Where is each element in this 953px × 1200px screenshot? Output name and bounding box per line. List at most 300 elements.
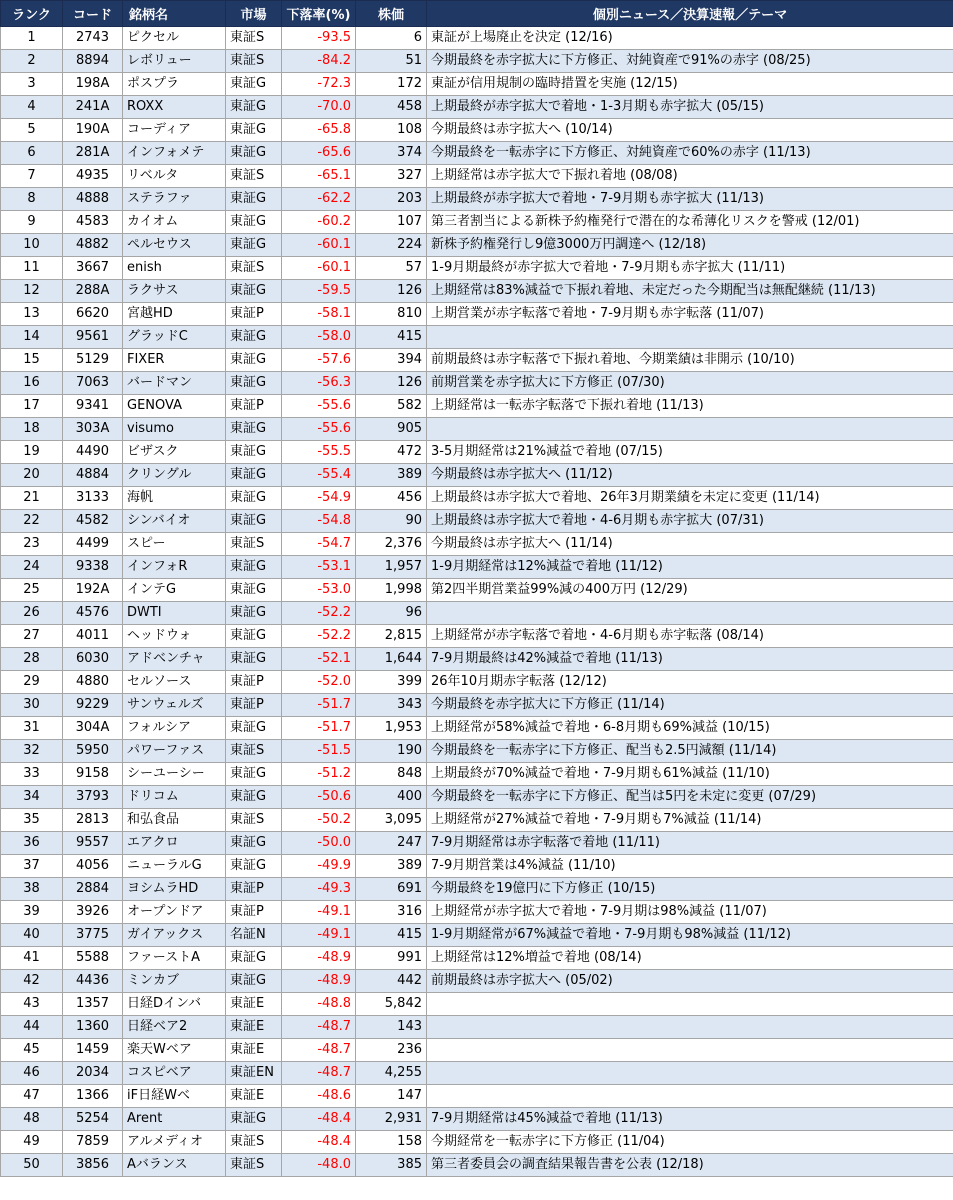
- price-cell: 1,957: [356, 556, 427, 579]
- rank-cell: 45: [1, 1039, 63, 1062]
- market-cell: 東証P: [226, 671, 282, 694]
- stock-name-cell: コスピベア: [123, 1062, 226, 1085]
- price-cell: 389: [356, 855, 427, 878]
- price-cell: 385: [356, 1154, 427, 1177]
- drop-rate-cell: -72.3: [282, 73, 356, 96]
- code-cell: 4490: [63, 441, 123, 464]
- code-cell: 5254: [63, 1108, 123, 1131]
- table-row: [1, 878, 953, 901]
- market-cell: 東証G: [226, 510, 282, 533]
- market-cell: 東証S: [226, 740, 282, 763]
- rank-cell: 42: [1, 970, 63, 993]
- market-cell: 東証G: [226, 786, 282, 809]
- drop-rate-cell: -54.7: [282, 533, 356, 556]
- drop-rate-cell: -50.0: [282, 832, 356, 855]
- code-cell: 3926: [63, 901, 123, 924]
- rank-cell: 35: [1, 809, 63, 832]
- rank-cell: 33: [1, 763, 63, 786]
- market-cell: 東証S: [226, 50, 282, 73]
- price-cell: 848: [356, 763, 427, 786]
- stock-name-cell: visumo: [123, 418, 226, 441]
- market-cell: 東証G: [226, 763, 282, 786]
- market-cell: 東証G: [226, 96, 282, 119]
- table-row: [1, 1154, 953, 1177]
- table-row: [1, 763, 953, 786]
- news-cell: 7-9月期経常は45%減益で着地 (11/13): [427, 1108, 953, 1131]
- news-cell: 上期経常が58%減益で着地・6-8月期も69%減益 (10/15): [427, 717, 953, 740]
- table-row: [1, 1085, 953, 1108]
- rank-cell: 9: [1, 211, 63, 234]
- rank-cell: 3: [1, 73, 63, 96]
- table-row: [1, 234, 953, 257]
- news-cell: 東証が信用規制の臨時措置を実施 (12/15): [427, 73, 953, 96]
- table-row: [1, 280, 953, 303]
- table-row: [1, 993, 953, 1016]
- code-cell: 4436: [63, 970, 123, 993]
- rank-cell: 16: [1, 372, 63, 395]
- drop-rate-cell: -84.2: [282, 50, 356, 73]
- price-cell: 203: [356, 188, 427, 211]
- rank-cell: 11: [1, 257, 63, 280]
- stock-name-cell: ラクサス: [123, 280, 226, 303]
- stock-name-cell: リベルタ: [123, 165, 226, 188]
- header-row: [1, 1, 953, 27]
- news-cell: 第三者委員会の調査結果報告書を公表 (12/18): [427, 1154, 953, 1177]
- rank-cell: 44: [1, 1016, 63, 1039]
- price-cell: 343: [356, 694, 427, 717]
- market-cell: 東証S: [226, 27, 282, 50]
- stock-name-cell: ニューラルG: [123, 855, 226, 878]
- code-cell: 3133: [63, 487, 123, 510]
- header-code: コード: [63, 1, 123, 27]
- market-cell: 東証E: [226, 993, 282, 1016]
- news-cell: 今期最終は赤字拡大へ (11/14): [427, 533, 953, 556]
- stock-name-cell: ペルセウス: [123, 234, 226, 257]
- table-row: [1, 510, 953, 533]
- stock-name-cell: エアクロ: [123, 832, 226, 855]
- drop-rate-cell: -59.5: [282, 280, 356, 303]
- drop-rate-cell: -52.2: [282, 602, 356, 625]
- table-row: [1, 579, 953, 602]
- price-cell: 172: [356, 73, 427, 96]
- stock-name-cell: インフォR: [123, 556, 226, 579]
- stock-name-cell: ミンカブ: [123, 970, 226, 993]
- rank-cell: 37: [1, 855, 63, 878]
- rank-cell: 50: [1, 1154, 63, 1177]
- market-cell: 東証G: [226, 349, 282, 372]
- news-cell: 新株予約権発行し9億3000万円調達へ (12/18): [427, 234, 953, 257]
- news-cell: 上期経常が赤字拡大で着地・7-9月期は98%減益 (11/07): [427, 901, 953, 924]
- news-cell: 上期経常は一転赤字転落で下振れ着地 (11/13): [427, 395, 953, 418]
- table-row: [1, 1016, 953, 1039]
- table-row: [1, 671, 953, 694]
- market-cell: 東証S: [226, 809, 282, 832]
- drop-rate-cell: -55.6: [282, 418, 356, 441]
- drop-rate-cell: -49.1: [282, 924, 356, 947]
- price-cell: 691: [356, 878, 427, 901]
- stock-name-cell: スピー: [123, 533, 226, 556]
- table-row: [1, 556, 953, 579]
- table-row: [1, 464, 953, 487]
- price-cell: 51: [356, 50, 427, 73]
- code-cell: 4888: [63, 188, 123, 211]
- drop-rate-cell: -48.7: [282, 1039, 356, 1062]
- drop-rate-cell: -51.7: [282, 717, 356, 740]
- price-cell: 190: [356, 740, 427, 763]
- drop-rate-cell: -54.9: [282, 487, 356, 510]
- market-cell: 東証G: [226, 832, 282, 855]
- market-cell: 東証P: [226, 901, 282, 924]
- drop-rate-cell: -48.4: [282, 1131, 356, 1154]
- stock-name-cell: ガイアックス: [123, 924, 226, 947]
- market-cell: 東証G: [226, 142, 282, 165]
- drop-rate-cell: -62.2: [282, 188, 356, 211]
- rank-cell: 13: [1, 303, 63, 326]
- price-cell: 415: [356, 326, 427, 349]
- table-row: [1, 970, 953, 993]
- drop-rate-cell: -51.2: [282, 763, 356, 786]
- price-cell: 456: [356, 487, 427, 510]
- market-cell: 東証E: [226, 1016, 282, 1039]
- news-cell: 上期最終が70%減益で着地・7-9月期も61%減益 (11/10): [427, 763, 953, 786]
- news-cell: 26年10月期赤字転落 (12/12): [427, 671, 953, 694]
- code-cell: 1360: [63, 1016, 123, 1039]
- stock-name-cell: 日経ベア2: [123, 1016, 226, 1039]
- header-drop-rate: 下落率(%): [282, 1, 356, 27]
- market-cell: 東証G: [226, 418, 282, 441]
- stock-name-cell: FIXER: [123, 349, 226, 372]
- code-cell: 9158: [63, 763, 123, 786]
- rank-cell: 18: [1, 418, 63, 441]
- code-cell: 4880: [63, 671, 123, 694]
- market-cell: 東証S: [226, 1154, 282, 1177]
- drop-rate-cell: -56.3: [282, 372, 356, 395]
- news-cell: 上期最終が赤字拡大で着地・7-9月期も赤字拡大 (11/13): [427, 188, 953, 211]
- price-cell: 96: [356, 602, 427, 625]
- table-row: [1, 211, 953, 234]
- table-row: [1, 1131, 953, 1154]
- rank-cell: 36: [1, 832, 63, 855]
- drop-rate-cell: -51.7: [282, 694, 356, 717]
- table-row: [1, 855, 953, 878]
- stock-name-cell: レボリュー: [123, 50, 226, 73]
- code-cell: 4499: [63, 533, 123, 556]
- code-cell: 1459: [63, 1039, 123, 1062]
- market-cell: 東証G: [226, 1108, 282, 1131]
- code-cell: 9557: [63, 832, 123, 855]
- news-cell: [427, 1085, 953, 1108]
- news-cell: 1-9月期最終が赤字拡大で着地・7-9月期も赤字拡大 (11/11): [427, 257, 953, 280]
- header-price: 株価: [356, 1, 427, 27]
- table-row: [1, 50, 953, 73]
- news-cell: [427, 1039, 953, 1062]
- code-cell: 3667: [63, 257, 123, 280]
- rank-cell: 10: [1, 234, 63, 257]
- price-cell: 143: [356, 1016, 427, 1039]
- news-cell: 今期最終は赤字拡大へ (10/14): [427, 119, 953, 142]
- drop-rate-cell: -70.0: [282, 96, 356, 119]
- code-cell: 5950: [63, 740, 123, 763]
- market-cell: 東証G: [226, 602, 282, 625]
- rank-cell: 41: [1, 947, 63, 970]
- stock-name-cell: DWTI: [123, 602, 226, 625]
- drop-rate-cell: -48.9: [282, 970, 356, 993]
- news-cell: [427, 326, 953, 349]
- rank-cell: 32: [1, 740, 63, 763]
- market-cell: 東証G: [226, 855, 282, 878]
- news-cell: 上期経常が27%減益で着地・7-9月期も7%減益 (11/14): [427, 809, 953, 832]
- market-cell: 名証N: [226, 924, 282, 947]
- news-cell: 今期経常を一転赤字に下方修正 (11/04): [427, 1131, 953, 1154]
- market-cell: 東証G: [226, 188, 282, 211]
- rank-cell: 22: [1, 510, 63, 533]
- code-cell: 1366: [63, 1085, 123, 1108]
- price-cell: 582: [356, 395, 427, 418]
- table-row: [1, 717, 953, 740]
- news-cell: 7-9月期最終は42%減益で着地 (11/13): [427, 648, 953, 671]
- code-cell: 198A: [63, 73, 123, 96]
- price-cell: 316: [356, 901, 427, 924]
- rank-cell: 43: [1, 993, 63, 1016]
- price-cell: 905: [356, 418, 427, 441]
- market-cell: 東証G: [226, 464, 282, 487]
- price-cell: 90: [356, 510, 427, 533]
- drop-rate-cell: -65.6: [282, 142, 356, 165]
- drop-rate-cell: -52.2: [282, 625, 356, 648]
- rank-cell: 39: [1, 901, 63, 924]
- code-cell: 2884: [63, 878, 123, 901]
- code-cell: 4582: [63, 510, 123, 533]
- table-body: [1, 27, 953, 1177]
- stock-name-cell: ステラファ: [123, 188, 226, 211]
- stock-name-cell: ドリコム: [123, 786, 226, 809]
- price-cell: 126: [356, 372, 427, 395]
- news-cell: 第三者割当による新株予約権発行で潜在的な希薄化リスクを警戒 (12/01): [427, 211, 953, 234]
- rank-cell: 34: [1, 786, 63, 809]
- stock-name-cell: インテG: [123, 579, 226, 602]
- news-cell: 上期最終は赤字拡大で着地・4-6月期も赤字拡大 (07/31): [427, 510, 953, 533]
- rank-cell: 17: [1, 395, 63, 418]
- market-cell: 東証S: [226, 257, 282, 280]
- table-row: [1, 73, 953, 96]
- price-cell: 107: [356, 211, 427, 234]
- news-cell: 7-9月期営業は4%減益 (11/10): [427, 855, 953, 878]
- code-cell: 241A: [63, 96, 123, 119]
- table-row: [1, 786, 953, 809]
- market-cell: 東証P: [226, 303, 282, 326]
- drop-rate-cell: -53.1: [282, 556, 356, 579]
- drop-rate-cell: -58.0: [282, 326, 356, 349]
- drop-rate-cell: -48.0: [282, 1154, 356, 1177]
- table-row: [1, 372, 953, 395]
- rank-cell: 8: [1, 188, 63, 211]
- code-cell: 5588: [63, 947, 123, 970]
- header-news: 個別ニュース／決算速報／テーマ: [427, 1, 953, 27]
- rank-cell: 31: [1, 717, 63, 740]
- news-cell: 上期最終が赤字拡大で着地・1-3月期も赤字拡大 (05/15): [427, 96, 953, 119]
- news-cell: 上期営業が赤字転落で着地・7-9月期も赤字転落 (11/07): [427, 303, 953, 326]
- stock-name-cell: バードマン: [123, 372, 226, 395]
- code-cell: 3775: [63, 924, 123, 947]
- table-row: [1, 947, 953, 970]
- stock-name-cell: サンウェルズ: [123, 694, 226, 717]
- price-cell: 2,815: [356, 625, 427, 648]
- rank-cell: 26: [1, 602, 63, 625]
- price-cell: 991: [356, 947, 427, 970]
- news-cell: 3-5月期経常は21%減益で着地 (07/15): [427, 441, 953, 464]
- table-row: [1, 694, 953, 717]
- table-row: [1, 441, 953, 464]
- stock-name-cell: ヘッドウォ: [123, 625, 226, 648]
- price-cell: 4,255: [356, 1062, 427, 1085]
- code-cell: 2743: [63, 27, 123, 50]
- table-header: [1, 1, 953, 27]
- price-cell: 399: [356, 671, 427, 694]
- table-row: [1, 395, 953, 418]
- market-cell: 東証G: [226, 625, 282, 648]
- table-row: [1, 119, 953, 142]
- rank-cell: 47: [1, 1085, 63, 1108]
- rank-cell: 6: [1, 142, 63, 165]
- market-cell: 東証S: [226, 533, 282, 556]
- stock-name-cell: Aバランス: [123, 1154, 226, 1177]
- price-cell: 442: [356, 970, 427, 993]
- market-cell: 東証G: [226, 234, 282, 257]
- code-cell: 9338: [63, 556, 123, 579]
- news-cell: 1-9月期経常が67%減益で着地・7-9月期も98%減益 (11/12): [427, 924, 953, 947]
- price-cell: 400: [356, 786, 427, 809]
- rank-cell: 14: [1, 326, 63, 349]
- drop-rate-cell: -60.1: [282, 234, 356, 257]
- stock-name-cell: フォルシア: [123, 717, 226, 740]
- code-cell: 281A: [63, 142, 123, 165]
- price-cell: 158: [356, 1131, 427, 1154]
- stock-name-cell: 和弘食品: [123, 809, 226, 832]
- price-cell: 389: [356, 464, 427, 487]
- stock-name-cell: ROXX: [123, 96, 226, 119]
- market-cell: 東証G: [226, 119, 282, 142]
- rank-cell: 7: [1, 165, 63, 188]
- table-row: [1, 487, 953, 510]
- news-cell: 上期経常は赤字拡大で下振れ着地 (08/08): [427, 165, 953, 188]
- code-cell: 3856: [63, 1154, 123, 1177]
- drop-rate-cell: -55.6: [282, 395, 356, 418]
- price-cell: 1,644: [356, 648, 427, 671]
- price-cell: 224: [356, 234, 427, 257]
- rank-cell: 19: [1, 441, 63, 464]
- market-cell: 東証P: [226, 878, 282, 901]
- code-cell: 288A: [63, 280, 123, 303]
- market-cell: 東証E: [226, 1085, 282, 1108]
- table-row: [1, 142, 953, 165]
- code-cell: 7859: [63, 1131, 123, 1154]
- rank-cell: 48: [1, 1108, 63, 1131]
- news-cell: 前期最終は赤字拡大へ (05/02): [427, 970, 953, 993]
- table-row: [1, 1039, 953, 1062]
- price-cell: 394: [356, 349, 427, 372]
- stock-name-cell: enish: [123, 257, 226, 280]
- price-cell: 2,931: [356, 1108, 427, 1131]
- news-cell: [427, 993, 953, 1016]
- market-cell: 東証G: [226, 280, 282, 303]
- code-cell: 2813: [63, 809, 123, 832]
- table-row: [1, 809, 953, 832]
- market-cell: 東証G: [226, 947, 282, 970]
- stock-name-cell: GENOVA: [123, 395, 226, 418]
- drop-rate-cell: -48.8: [282, 993, 356, 1016]
- drop-rate-cell: -65.1: [282, 165, 356, 188]
- drop-rate-cell: -65.8: [282, 119, 356, 142]
- rank-cell: 20: [1, 464, 63, 487]
- market-cell: 東証P: [226, 395, 282, 418]
- drop-rate-cell: -48.7: [282, 1016, 356, 1039]
- news-cell: 前期最終は赤字転落で下振れ着地、今期業績は非開示 (10/10): [427, 349, 953, 372]
- stock-name-cell: パワーファス: [123, 740, 226, 763]
- stock-name-cell: iF日経Wベ: [123, 1085, 226, 1108]
- stock-name-cell: 宮越HD: [123, 303, 226, 326]
- code-cell: 4884: [63, 464, 123, 487]
- stock-name-cell: Arent: [123, 1108, 226, 1131]
- news-cell: 今期最終を19億円に下方修正 (10/15): [427, 878, 953, 901]
- price-cell: 247: [356, 832, 427, 855]
- news-cell: 今期最終は赤字拡大へ (11/12): [427, 464, 953, 487]
- price-cell: 327: [356, 165, 427, 188]
- rank-cell: 5: [1, 119, 63, 142]
- price-cell: 472: [356, 441, 427, 464]
- code-cell: 6620: [63, 303, 123, 326]
- news-cell: 1-9月期経常は12%減益で着地 (11/12): [427, 556, 953, 579]
- stock-name-cell: ポスプラ: [123, 73, 226, 96]
- drop-rate-cell: -60.1: [282, 257, 356, 280]
- rank-cell: 38: [1, 878, 63, 901]
- drop-rate-cell: -52.1: [282, 648, 356, 671]
- table-row: [1, 96, 953, 119]
- code-cell: 4576: [63, 602, 123, 625]
- stock-name-cell: アドベンチャ: [123, 648, 226, 671]
- drop-rate-cell: -53.0: [282, 579, 356, 602]
- table-row: [1, 648, 953, 671]
- stock-name-cell: 楽天Wベア: [123, 1039, 226, 1062]
- table-row: [1, 165, 953, 188]
- market-cell: 東証P: [226, 694, 282, 717]
- price-cell: 810: [356, 303, 427, 326]
- table-row: [1, 533, 953, 556]
- drop-rate-cell: -48.9: [282, 947, 356, 970]
- stock-name-cell: ファーストA: [123, 947, 226, 970]
- price-cell: 374: [356, 142, 427, 165]
- code-cell: 2034: [63, 1062, 123, 1085]
- market-cell: 東証G: [226, 211, 282, 234]
- stock-name-cell: インフォメテ: [123, 142, 226, 165]
- table-row: [1, 1062, 953, 1085]
- drop-rate-cell: -48.6: [282, 1085, 356, 1108]
- rank-cell: 15: [1, 349, 63, 372]
- code-cell: 9341: [63, 395, 123, 418]
- rank-cell: 2: [1, 50, 63, 73]
- drop-rate-cell: -57.6: [282, 349, 356, 372]
- table-row: [1, 625, 953, 648]
- table-row: [1, 188, 953, 211]
- code-cell: 190A: [63, 119, 123, 142]
- code-cell: 4882: [63, 234, 123, 257]
- rank-cell: 40: [1, 924, 63, 947]
- news-cell: [427, 1016, 953, 1039]
- drop-rate-cell: -52.0: [282, 671, 356, 694]
- code-cell: 192A: [63, 579, 123, 602]
- table-row: [1, 326, 953, 349]
- market-cell: 東証G: [226, 970, 282, 993]
- news-cell: 上期経常が赤字転落で着地・4-6月期も赤字転落 (08/14): [427, 625, 953, 648]
